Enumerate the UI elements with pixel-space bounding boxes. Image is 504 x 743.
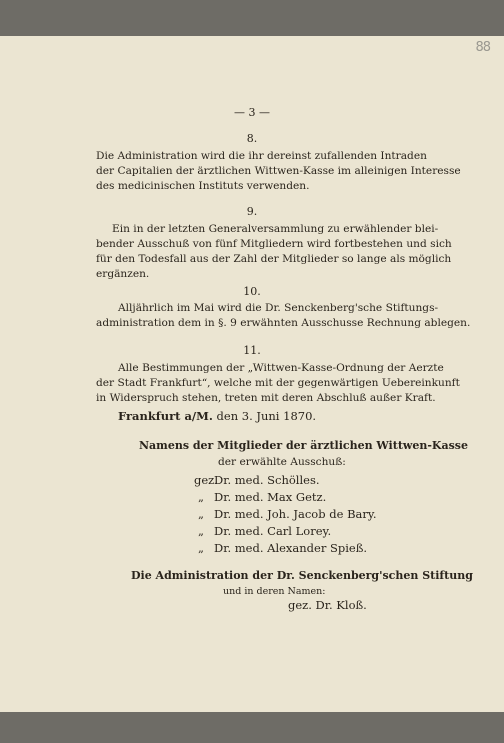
signatory-name: Dr. med. Max Getz.: [214, 490, 327, 504]
section-8-line: des medicinischen Instituts verwenden.: [96, 180, 310, 192]
section-8-line: der Capitalien der ärztlichen Wittwen-Kasse im alleinigen Interesse: [96, 165, 461, 177]
section-11-line: in Widerspruch stehen, treten mit deren Abschluß außer Kraft.: [96, 392, 436, 404]
section-11-number: 11.: [243, 344, 261, 357]
section-9-line: für den Todesfall aus der Zahl der Mitglieder so lange als möglich: [96, 253, 452, 265]
members-subheading: der erwählte Ausschuß:: [218, 456, 346, 468]
signatory-prefix: „: [198, 524, 204, 538]
administration-subheading: und in deren Namen:: [223, 586, 326, 597]
signatory-name: Dr. med. Alexander Spieß.: [214, 541, 368, 555]
section-10-line: administration dem in §. 9 erwähnten Ausschusse Rechnung ablegen.: [96, 317, 471, 329]
signatory-row: [194, 473, 320, 488]
signatory-row: [198, 490, 326, 505]
signatory-prefix: „: [198, 507, 204, 521]
signatory-row: [198, 524, 331, 539]
section-10-line: Alljährlich im Mai wird die Dr. Senckenberg'sche Stiftungs-: [118, 302, 439, 314]
section-9-line: Ein in der letzten Generalversammlung zu erwählender blei-: [112, 223, 439, 235]
administration-signature: gez. Dr. Kloß.: [288, 598, 367, 612]
dateline-date: den 3. Juni 1870.: [216, 409, 317, 423]
members-heading: Namens der Mitglieder der ärztlichen Wittwen-Kasse: [139, 439, 469, 452]
scan-background-top: [0, 0, 504, 36]
dateline: [118, 409, 316, 424]
signatory-name: Dr. med. Carl Lorey.: [214, 524, 332, 538]
pencil-page-mark: 88: [475, 40, 490, 55]
section-9-number: 9.: [246, 205, 258, 218]
section-11-line: Alle Bestimmungen der „Wittwen-Kasse-Ordnung der Aerzte: [118, 362, 444, 374]
signatory-row: [198, 507, 377, 522]
section-9-line: ergänzen.: [96, 268, 150, 280]
section-11-line: der Stadt Frankfurt“, welche mit der gegenwärtigen Uebereinkunft: [96, 377, 460, 389]
signatory-row: [198, 541, 367, 556]
section-8-number: 8.: [246, 132, 258, 145]
signatory-prefix: gez.: [194, 473, 218, 487]
administration-heading: Die Administration der Dr. Senckenberg'schen Stiftung: [131, 569, 473, 582]
section-8-line: Die Administration wird die ihr dereinst zufallenden Intraden: [96, 150, 427, 162]
signatory-prefix: „: [198, 490, 204, 504]
signatory-name: Dr. med. Schölles.: [214, 473, 320, 487]
scan-background-bottom: [0, 712, 504, 743]
signatory-name: Dr. med. Joh. Jacob de Bary.: [214, 507, 377, 521]
page-number: — 3 —: [234, 106, 270, 119]
section-10-number: 10.: [243, 285, 261, 298]
dateline-place: Frankfurt a/M.: [118, 409, 213, 423]
signatory-prefix: „: [198, 541, 204, 555]
section-9-line: bender Ausschuß von fünf Mitgliedern wird fortbestehen und sich: [96, 238, 452, 250]
